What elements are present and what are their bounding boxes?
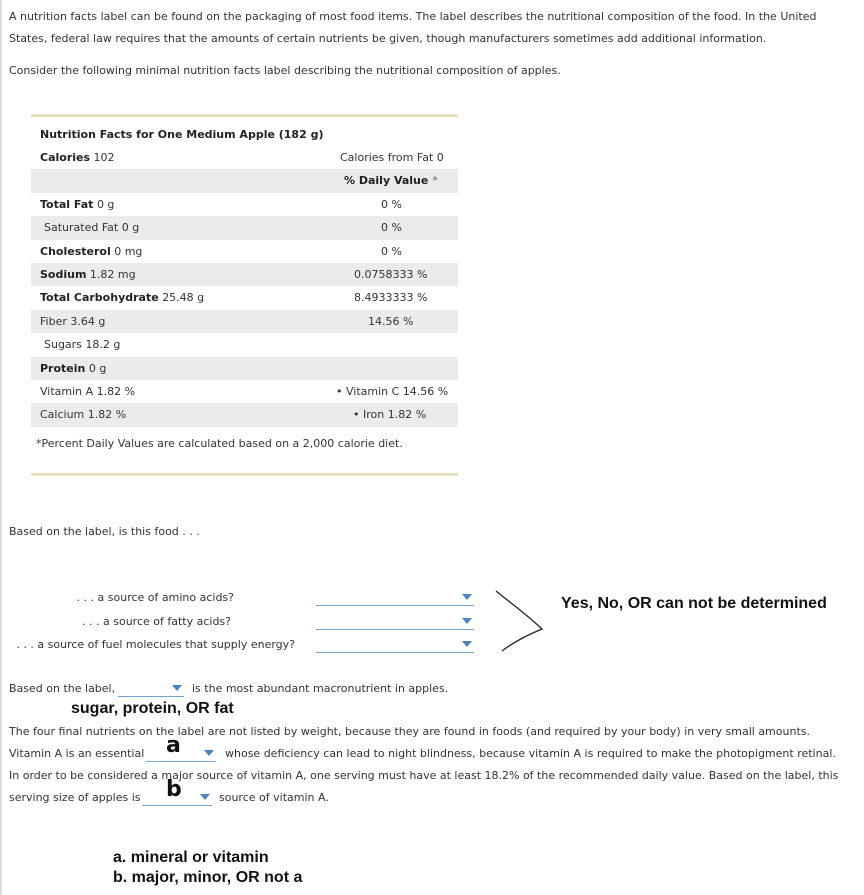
intro-line-3: Consider the following minimal nutrition facts label describing the nutritional composition of apples.: [9, 64, 561, 77]
nutrient-row-cholesterol: [31, 240, 458, 263]
nutrient-dv: 8.4933333 %: [354, 291, 428, 305]
vitamin-a-suffix: whose deficiency can lead to night blindness, because vitamin A is required to make the photopigment retinal.: [225, 747, 836, 760]
handwritten-b: b: [166, 777, 182, 802]
nutrient-name: Cholesterol: [40, 244, 111, 258]
calories-row: [31, 146, 458, 169]
major-source-text: In order to be considered a major source of vitamin A, one serving must have at least 18.2% of the recommended daily value. Based on the label, this: [9, 769, 839, 782]
trace-nutrients-text: The four final nutrients on the label are not listed by weight, because they are found in foods (and required by your body) in very small amounts.: [9, 725, 810, 738]
nutrient-dv: 0 %: [381, 221, 402, 235]
calories-name: Calories: [40, 151, 91, 164]
nutrient-amount: 0 g: [121, 221, 140, 235]
dv-header-row: [31, 169, 458, 192]
chevron-down-icon: [462, 618, 472, 624]
nutrient-dv: 0 %: [381, 244, 402, 258]
abundant-suffix: is the most abundant macronutrient in apples.: [192, 682, 449, 695]
dv-header-text: % Daily Value: [344, 174, 429, 188]
nutrient-name: Total Fat: [40, 197, 94, 211]
calories-from-fat: Calories from Fat 0: [340, 151, 444, 164]
hand-drawn-bracket: [490, 585, 560, 665]
nutrient-dv: 14.56 %: [368, 314, 414, 328]
vitamin-a: Vitamin A 1.82 %: [40, 384, 136, 398]
nutrient-dv: 0 %: [381, 197, 402, 211]
label-footnote: *Percent Daily Values are calculated based on a 2,000 calorie diet.: [36, 437, 403, 450]
intro-line-2: States, federal law requires that the amounts of certain nutrients be given, though manufacturers sometimes add additional information.: [9, 32, 767, 45]
nutrient-amount: 0 mg: [114, 244, 143, 258]
chevron-down-icon: [172, 685, 182, 691]
nutrient-row-fiber: [31, 310, 458, 333]
nutrient-name: Fiber: [40, 314, 67, 328]
handwritten-a: a: [166, 733, 181, 758]
left-border: [0, 0, 2, 895]
abundant-note: sugar, protein, OR fat: [71, 700, 234, 717]
question-lead: Based on the label, is this food . . .: [9, 525, 200, 538]
chevron-down-icon: [200, 794, 210, 800]
label-bottom-bar: [31, 473, 458, 476]
chevron-down-icon: [204, 750, 214, 756]
chevron-down-icon: [462, 641, 472, 647]
iron: • Iron 1.82 %: [353, 408, 427, 422]
abundant-prefix: Based on the label,: [9, 682, 116, 695]
calories-value: 102: [93, 151, 115, 164]
intro-line-1: A nutrition facts label can be found on the packaging of most food items. The label describes the nutritional composition of the food. In the United: [9, 10, 817, 23]
serving-suffix: source of vitamin A.: [219, 791, 329, 804]
nutrient-row-sugars: [31, 333, 458, 356]
nutrient-amount: 1.82 mg: [89, 267, 136, 281]
vitamin-c: • Vitamin C 14.56 %: [336, 384, 449, 398]
nutrient-amount: 3.64 g: [70, 314, 106, 328]
note-a: a. mineral or vitamin: [113, 849, 269, 866]
vitamin-a-prefix: Vitamin A is an essential: [9, 747, 145, 760]
nutrient-amount: 18.2 g: [85, 338, 121, 352]
nutrition-facts-label: [31, 114, 458, 427]
nutrient-name: Sodium: [40, 267, 87, 281]
calcium: Calcium 1.82 %: [40, 408, 127, 422]
vitamin-a-dropdown[interactable]: [146, 747, 216, 762]
q2-dropdown[interactable]: [316, 615, 474, 630]
nutrient-row-total-fat: [31, 193, 458, 216]
intro-text: [9, 6, 849, 50]
q1-label: . . . a source of amino acids?: [76, 591, 234, 604]
nutrient-name: Total Carbohydrate: [40, 291, 159, 305]
q1-dropdown[interactable]: [316, 591, 474, 606]
nutrient-name: Protein: [40, 361, 86, 375]
yes-no-note: Yes, No, OR can not be determined: [561, 595, 827, 612]
q2-label: . . . a source of fatty acids?: [82, 615, 231, 628]
label-title: Nutrition Facts for One Medium Apple (182 g): [40, 128, 324, 141]
vitamin-row-2: [31, 403, 458, 426]
q3-dropdown[interactable]: [316, 638, 474, 653]
serving-prefix: serving size of apples is: [9, 791, 141, 804]
vitamin-row-1: [31, 380, 458, 403]
q3-label: . . . a source of fuel molecules that supply energy?: [16, 638, 295, 651]
nutrient-row-saturated-fat: [31, 216, 458, 239]
dv-header: [344, 169, 438, 192]
nutrient-amount: 0 g: [96, 197, 115, 211]
dv-header-star: *: [432, 174, 438, 188]
nutrient-row-total-carbohydrate: [31, 286, 458, 309]
nutrient-name: Saturated Fat: [44, 221, 119, 235]
abundant-dropdown[interactable]: [118, 682, 184, 697]
chevron-down-icon: [462, 594, 472, 600]
nutrient-dv: 0.0758333 %: [354, 267, 428, 281]
nutrient-name: Sugars: [44, 338, 82, 352]
note-b: b. major, minor, OR not a: [113, 869, 303, 886]
nutrient-amount: 25.48 g: [162, 291, 205, 305]
nutrient-row-protein: [31, 357, 458, 380]
nutrient-amount: 0 g: [88, 361, 107, 375]
nutrient-row-sodium: [31, 263, 458, 286]
